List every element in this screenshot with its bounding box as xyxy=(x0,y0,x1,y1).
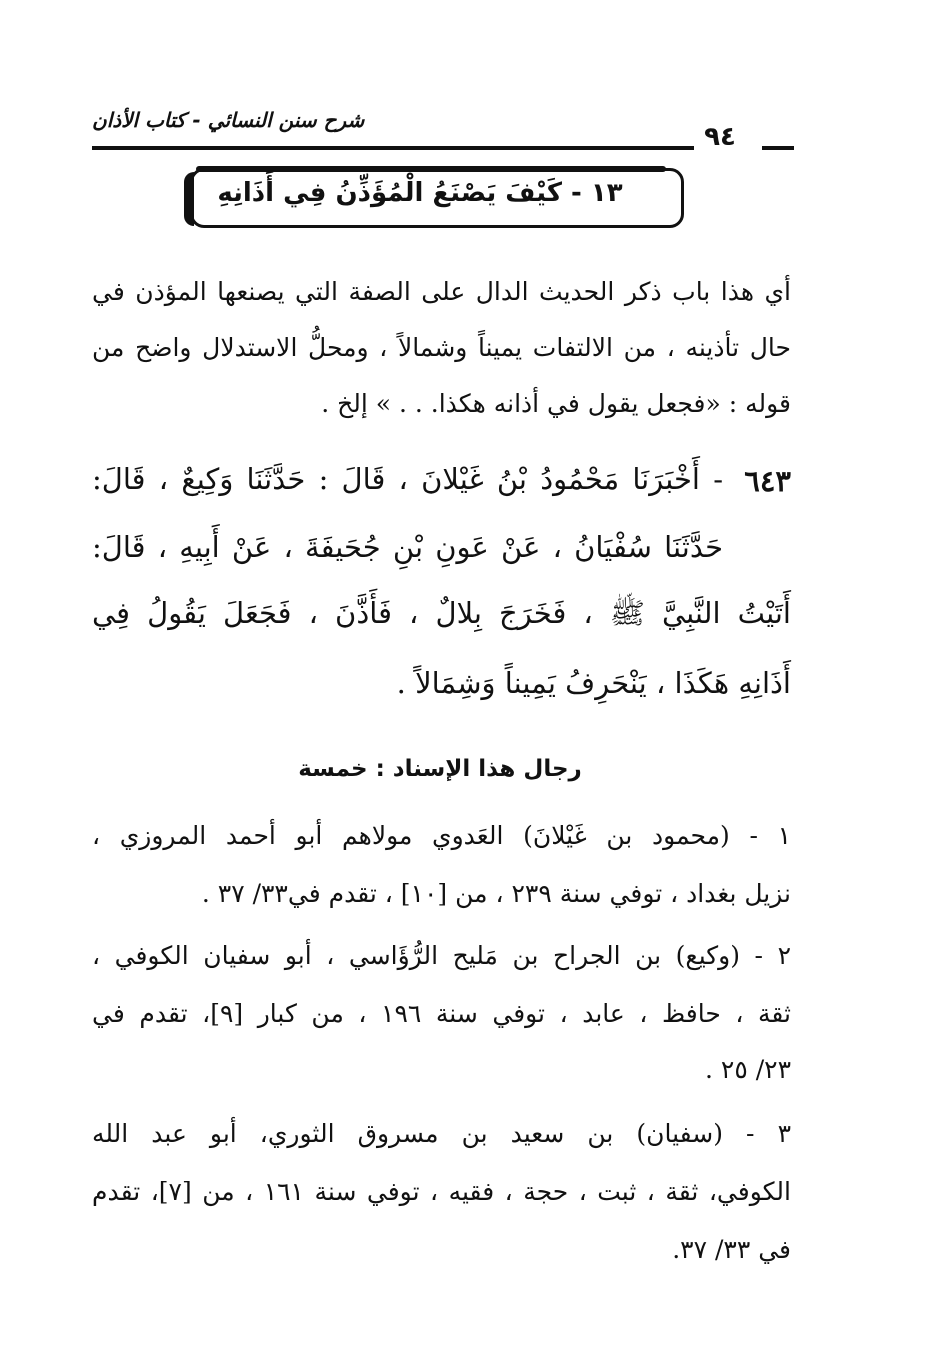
narrator-line: ثقة ، حافظ ، عابد ، توفي سنة ١٩٦ ، من كبار [٩]، تقدم في xyxy=(92,999,791,1028)
chapter-title: ١٣ - كَيْفَ يَصْنَعُ الْمُؤَذِّنُ فِي أَذَانِهِ xyxy=(217,178,623,208)
intro-line: قوله : «فجعل يقول في أذانه هكذا. . . » إلخ . xyxy=(321,389,791,418)
narrator-line: في ٣٣/ ٣٧. xyxy=(672,1235,791,1264)
running-title: شرح سنن النسائي - كتاب الأذان xyxy=(92,108,365,132)
header-rule xyxy=(92,146,694,150)
intro-line: حال تأذينه ، من الالتفات يميناً وشمالاً ، ومحلُّ الاستدلال واضح من xyxy=(92,333,791,362)
header-dash xyxy=(762,146,794,150)
narrator-line: ٣ - (سفيان) بن سعيد بن مسروق الثوري، أبو عبد الله xyxy=(92,1119,791,1148)
page-number: ٩٤ xyxy=(704,122,736,152)
narrator-line: ٢ - (وكيع) بن الجراح بن مَليح الرُّؤَاسي ، أبو سفيان الكوفي ، xyxy=(92,941,791,970)
hadith-number: ٦٤٣ xyxy=(744,464,791,498)
hadith-line: حَدَّثَنَا سُفْيَانُ ، عَنْ عَونِ بْنِ جُحَيفَةَ ، عَنْ أَبِيهِ ، قَالَ: xyxy=(92,530,723,564)
intro-line: أي هذا باب ذكر الحديث الدال على الصفة التي يصنعها المؤذن في xyxy=(92,277,791,306)
narrator-line: الكوفي، ثقة ، ثبت ، حجة ، فقيه ، توفي سنة ١٦١ ، من [٧]، تقدم xyxy=(92,1177,791,1206)
narrator-line: ٢٣/ ٢٥ . xyxy=(705,1055,791,1084)
hadith-line: أَذَانِهِ هَكَذَا ، يَنْحَرِفُ يَمِيناً وَشِمَالاً . xyxy=(396,666,791,700)
section-heading: رجال هذا الإسناد : خمسة xyxy=(298,756,582,782)
hadith-line: أَتَيْتُ النَّبِيَّ ﷺ ، فَخَرَجَ بِلالٌ ، فَأَذَّنَ ، فَجَعَلَ يَقُولُ فِي xyxy=(92,596,791,630)
narrator-line: ١ - (محمود بن غَيْلانَ) العَدوي مولاهم أبو أحمد المروزي ، xyxy=(92,821,791,850)
narrator-line: نزيل بغداد ، توفي سنة ٢٣٩ ، من [١٠] ، تقدم في٣٣/ ٣٧ . xyxy=(201,879,791,908)
hadith-line: - أَخْبَرَنَا مَحْمُودُ بْنُ غَيْلانَ ، قَالَ : حَدَّثَنَا وَكِيعٌ ، قَالَ: xyxy=(92,462,723,496)
